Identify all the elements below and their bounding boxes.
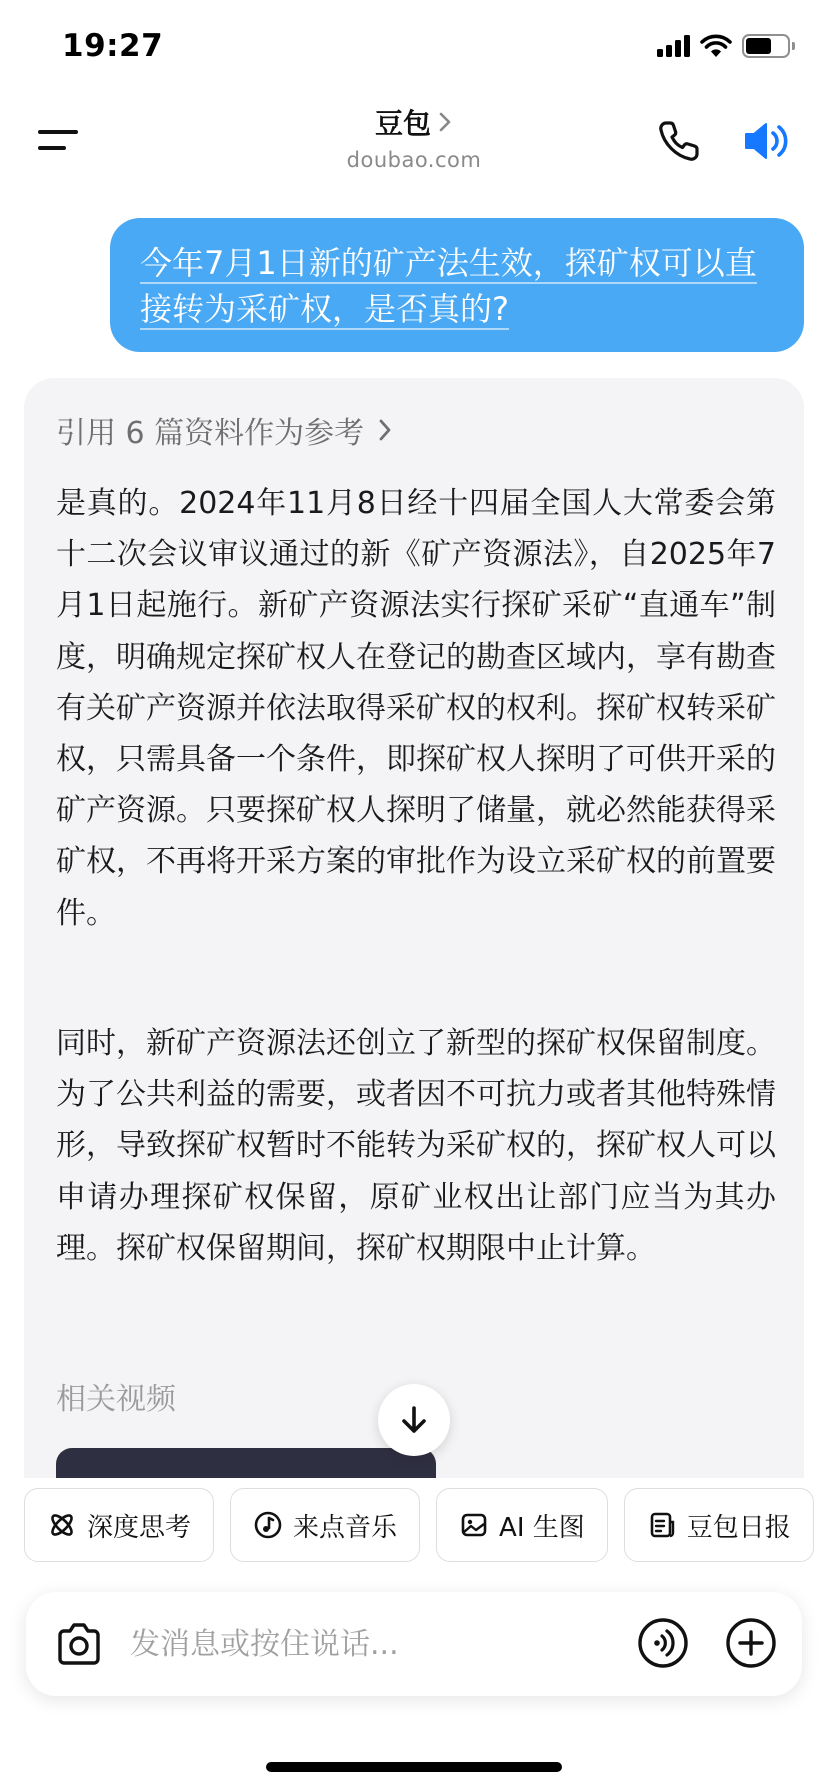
speaker-icon[interactable] — [742, 118, 792, 164]
chevron-right-icon — [376, 417, 394, 443]
message-input[interactable] — [130, 1614, 630, 1674]
header-subtitle: doubao.com — [346, 148, 482, 172]
wifi-icon — [700, 34, 732, 58]
user-message-text: 今年7月1日新的矿产法生效，探矿权可以直接转为采矿权，是否真的? — [140, 244, 757, 328]
home-indicator[interactable] — [266, 1762, 562, 1772]
music-icon — [253, 1510, 283, 1540]
status-time: 19:27 — [62, 28, 164, 64]
phone-icon[interactable] — [656, 118, 702, 164]
status-bar — [0, 0, 828, 100]
header-title-block[interactable] — [0, 102, 828, 172]
chip-label: AI 生图 — [499, 1512, 585, 1543]
chip-label: 豆包日报 — [686, 1512, 791, 1543]
assistant-answer-card — [24, 378, 804, 1478]
chip-label: 来点音乐 — [293, 1512, 398, 1543]
message-input-bar — [26, 1592, 802, 1696]
quick-action-chips — [24, 1488, 814, 1562]
scroll-to-bottom-button[interactable] — [378, 1384, 450, 1456]
atom-icon — [47, 1510, 77, 1540]
status-icons — [657, 34, 790, 58]
user-message-bubble[interactable] — [110, 218, 804, 352]
arrow-down-icon — [399, 1404, 429, 1436]
answer-paragraph: 是真的。2024年11月8日经十四届全国人大常委会第十二次会议审议通过的新《矿产资源法》，自2025年7月1日起施行。新矿产资源法实行探矿采矿“直通车”制度，明确规定探矿权人在登记的勘查区域内，享有勘查有关矿产资源并依法取得采矿权的权利。探矿权转采矿权，只需具备一个条件，即探矿权人探明了可供开采的矿产资源。只要探矿权人探明了储量，就必然能获得采矿权，不再将开采方案的审批作为设立采矿权的前置要件。 — [56, 486, 776, 931]
chip-deep-thinking[interactable] — [24, 1488, 214, 1562]
news-icon — [647, 1510, 677, 1540]
chip-daily-news[interactable] — [624, 1488, 814, 1562]
camera-icon[interactable] — [54, 1620, 104, 1668]
voice-wave-icon[interactable] — [636, 1616, 690, 1670]
chip-ai-image[interactable] — [436, 1488, 608, 1562]
chip-music[interactable] — [230, 1488, 420, 1562]
battery-icon — [742, 34, 790, 58]
chevron-right-icon — [437, 111, 453, 133]
chat-header — [0, 100, 828, 190]
references-link[interactable] — [56, 408, 394, 452]
references-label: 引用 6 篇资料作为参考 — [56, 416, 365, 451]
video-thumbnail[interactable] — [56, 1448, 436, 1478]
chip-label: 深度思考 — [87, 1512, 192, 1543]
cellular-signal-icon — [657, 35, 690, 57]
answer-paragraph: 同时，新矿产资源法还创立了新型的探矿权保留制度。为了公共利益的需要，或者因不可抗力或者其他特殊情形，导致探矿权暂时不能转为采矿权的，探矿权人可以申请办理探矿权保留，原矿业权出让部门应当为其办理。探矿权保留期间，探矿权期限中止计算。 — [56, 1026, 776, 1266]
image-icon — [459, 1510, 489, 1540]
header-title: 豆包 — [374, 107, 431, 140]
related-videos-label: 相关视频 — [56, 1382, 176, 1417]
plus-icon[interactable] — [724, 1616, 778, 1670]
